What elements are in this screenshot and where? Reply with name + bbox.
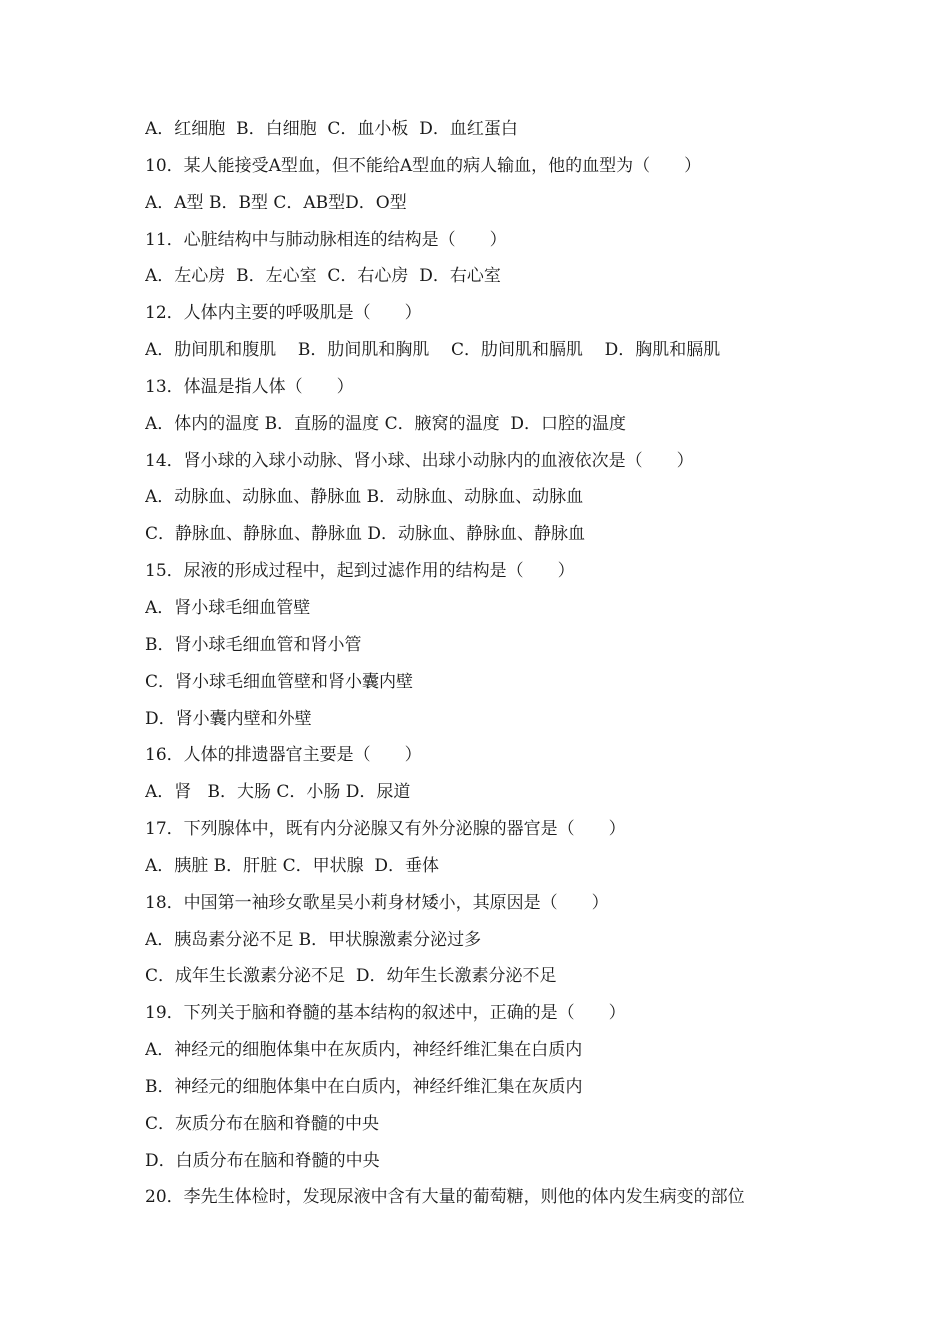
answer-options-q10: A．A型 B．B型 C．AB型D．O型 — [145, 192, 407, 213]
question-13: 13．体温是指人体（ ） — [145, 376, 354, 397]
answer-option-q19-a: A．神经元的细胞体集中在灰质内，神经纤维汇集在白质内 — [145, 1040, 583, 1061]
answer-option-q19-b: B．神经元的细胞体集中在白质内，神经纤维汇集在灰质内 — [145, 1076, 583, 1097]
answer-option-q15-c: C．肾小球毛细血管壁和肾小囊内壁 — [145, 671, 414, 692]
question-14: 14．肾小球的入球小动脉、肾小球、出球小动脉内的血液依次是（ ） — [145, 450, 694, 471]
answer-option-q15-d: D．肾小囊内壁和外壁 — [145, 708, 312, 729]
answer-options-q18-cd: C．成年生长激素分泌不足 D．幼年生长激素分泌不足 — [145, 966, 557, 987]
answer-options-q17: A．胰脏 B．肝脏 C．甲状腺 D．垂体 — [145, 855, 440, 876]
answer-options-q11: A．左心房 B．左心室 C．右心房 D．右心室 — [145, 266, 501, 287]
question-20: 20．李先生体检时，发现尿液中含有大量的葡萄糖，则他的体内发生病变的部位 — [145, 1187, 745, 1208]
answer-options-q9: A．红细胞 B．白细胞 C．血小板 D．血红蛋白 — [145, 119, 518, 139]
question-18: 18．中国第一袖珍女歌星吴小莉身材矮小，其原因是（ ） — [145, 892, 609, 913]
answer-options-q14-cd: C．静脉血、静脉血、静脉血 D．动脉血、静脉血、静脉血 — [145, 524, 586, 545]
answer-options-q14-ab: A．动脉血、动脉血、静脉血 B．动脉血、动脉血、动脉血 — [145, 487, 584, 508]
answer-options-q12: A．肋间肌和腹肌 B．肋间肌和胸肌 C．肋间肌和膈肌 D．胸肌和膈肌 — [145, 340, 721, 361]
question-10: 10．某人能接受A型血，但不能给A型血的病人输血，他的血型为（ ） — [145, 155, 702, 176]
question-19: 19．下列关于脑和脊髓的基本结构的叙述中，正确的是（ ） — [145, 1003, 626, 1024]
answer-option-q19-d: D．白质分布在脑和脊髓的中央 — [145, 1150, 380, 1171]
answer-option-q15-a: A．肾小球毛细血管壁 — [145, 597, 311, 618]
answer-options-q16: A．肾 B．大肠 C．小肠 D．尿道 — [145, 782, 411, 803]
question-12: 12．人体内主要的呼吸肌是（ ） — [145, 303, 422, 324]
answer-option-q15-b: B．肾小球毛细血管和肾小管 — [145, 634, 362, 655]
answer-option-q19-c: C．灰质分布在脑和脊髓的中央 — [145, 1113, 380, 1134]
answer-options-q18-ab: A．胰岛素分泌不足 B．甲状腺激素分泌过多 — [145, 929, 482, 950]
answer-options-q13: A．体内的温度 B．直肠的温度 C．腋窝的温度 D．口腔的温度 — [145, 413, 627, 434]
question-text — [145, 111, 865, 1216]
question-11: 11．心脏结构中与肺动脉相连的结构是（ ） — [145, 229, 507, 250]
question-15: 15．尿液的形成过程中，起到过滤作用的结构是（ ） — [145, 561, 575, 582]
question-16: 16．人体的排遗器官主要是（ ） — [145, 745, 422, 766]
question-17: 17．下列腺体中，既有内分泌腺又有外分泌腺的器官是（ ） — [145, 819, 626, 840]
